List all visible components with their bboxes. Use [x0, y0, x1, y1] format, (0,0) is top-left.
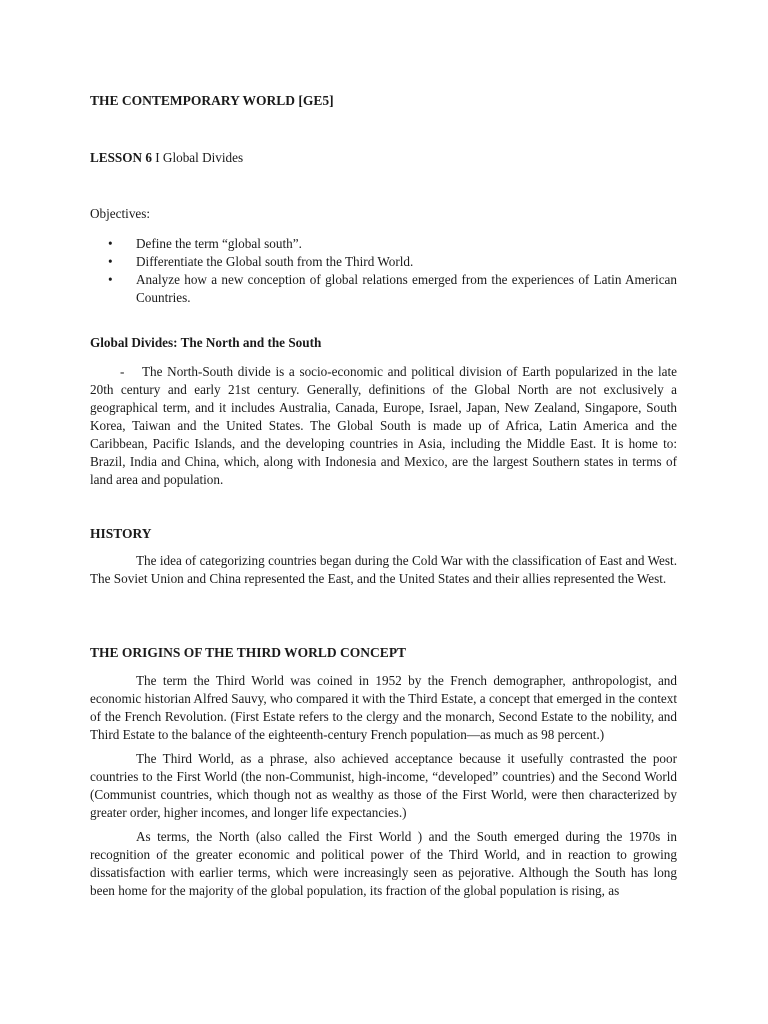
paragraph: As terms, the North (also called the First World ) and the South emerged during the 1970s in recognition of the greater economic and political power of the Third World, and in reaction to growing dissatisfaction with earlier terms, which were increasingly seen as pejorative. Although the South has long been home for the majority of the global population, its fraction of the global population is rising, as	[90, 829, 677, 898]
section-heading-global-divides: Global Divides: The North and the South	[90, 335, 322, 350]
objective-item: • Analyze how a new conception of global relations emerged from the experiences of Latin American Countries.	[108, 271, 677, 307]
section-heading-origins: THE ORIGINS OF THE THIRD WORLD CONCEPT	[90, 645, 407, 660]
paragraph-text: The North-South divide is a socio-economic and political division of Earth popularized in the late 20th century and early 21st century. Generally, definitions of the Global North are not exclusively a geographical term, and it includes Australia, Canada, Europe, Israel, Japan, New Zealand, Singapore, South Korea, Taiwan and the United States. The Global South is made up of Africa, Latin America and the Caribbean, Pacific Islands, and the developing countries in Asia, including the Middle East. It is home to: Brazil, India and China, which, along with Indonesia and Mexico, are the largest Southern states in terms of land area and population.	[90, 364, 677, 487]
paragraph	[90, 363, 677, 489]
objectives-list	[108, 235, 677, 307]
section-heading-history: HISTORY	[90, 526, 152, 541]
objective-item: • Define the term “global south”.	[108, 235, 677, 253]
lesson-heading	[90, 149, 677, 167]
section-body-global-divides	[90, 363, 677, 489]
paragraph: The idea of categorizing countries began during the Cold War with the classification of East and West. The Soviet Union and China represented the East, and the United States and their allies represented the West.	[90, 553, 677, 586]
course-title: THE CONTEMPORARY WORLD [GE5]	[90, 93, 334, 108]
lesson-title: I Global Divides	[151, 150, 244, 165]
section-body-origins	[90, 672, 677, 906]
objectives-label: Objectives:	[90, 206, 151, 221]
paragraph: The Third World, as a phrase, also achieved acceptance because it usefully contrasted the poor countries to the First World (the non-Communist, high-income, “developed” countries) and the Second World (Communist countries, which though not as wealthy as those of the First World, were then characterized by greater order, higher incomes, and longer life expectancies.)	[90, 751, 677, 820]
paragraph: The term the Third World was coined in 1952 by the French demographer, anthropologist, and economic historian Alfred Sauvy, who compared it with the Third Estate, a concept that emerged in the context of the French Revolution. (First Estate refers to the clergy and the monarch, Second Estate to the nobility, and Third Estate to the balance of the eighteenth-century French population—as much as 98 percent.)	[90, 673, 677, 742]
section-body-history	[90, 552, 677, 588]
lesson-number: LESSON 6	[90, 150, 152, 165]
dash-marker: -	[120, 364, 125, 379]
objective-item: • Differentiate the Global south from the Third World.	[108, 253, 677, 271]
